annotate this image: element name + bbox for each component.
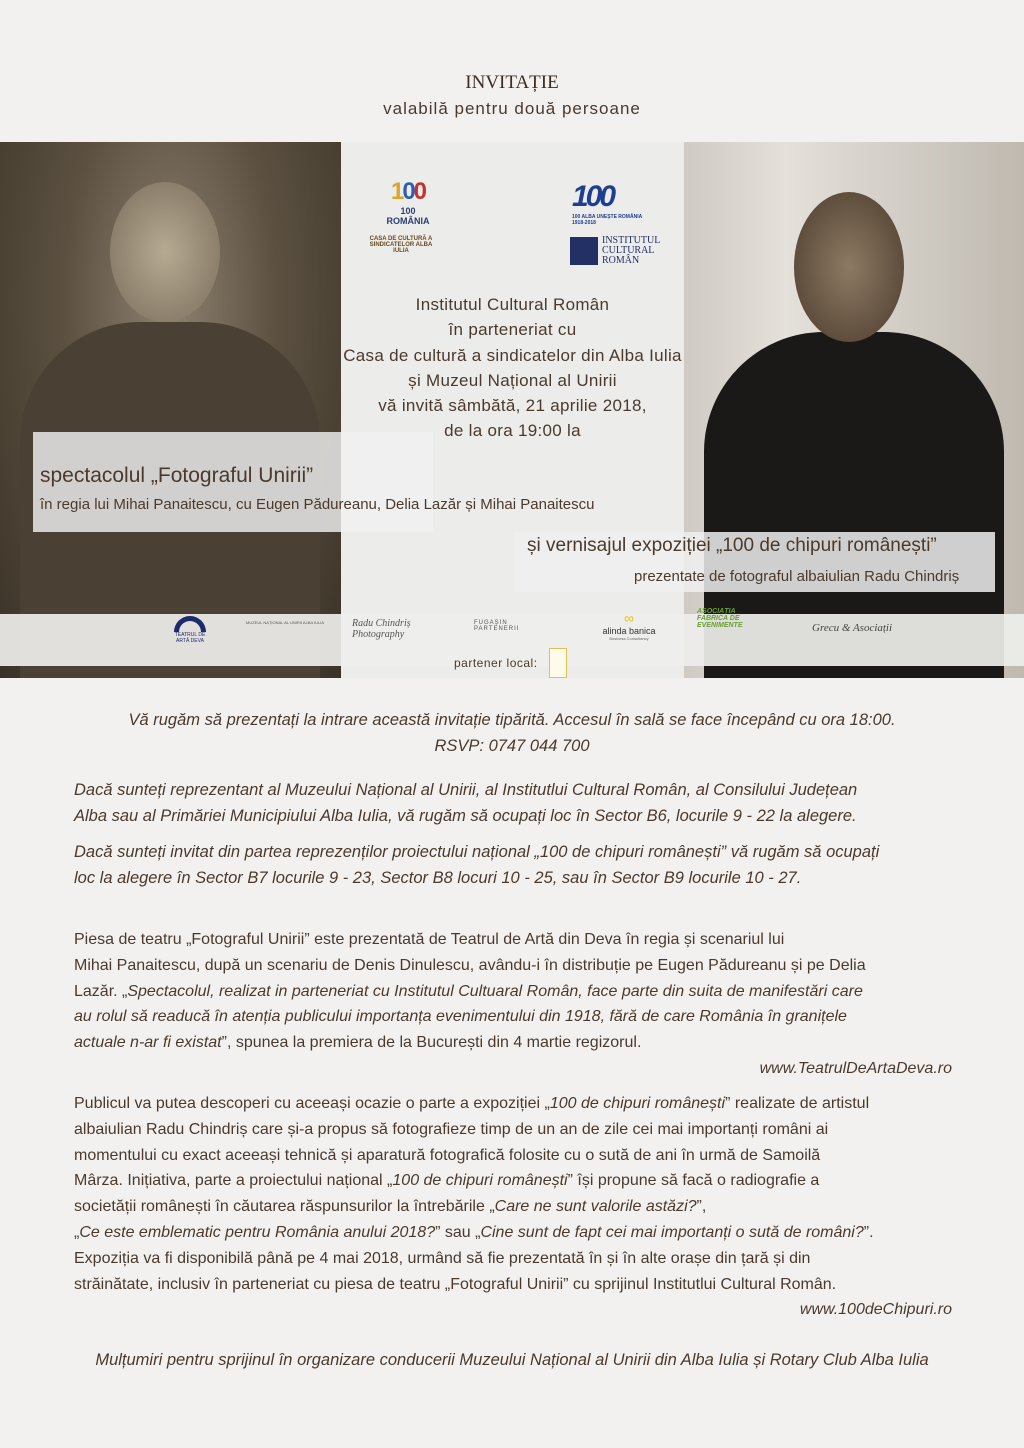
exhibition-title: și vernisajul expoziției „100 de chipuri românești” (527, 535, 937, 556)
show-title: spectacolul „Fotograful Unirii” (40, 464, 314, 487)
logo-teatrul-deva: TEATRUL DE ARTĂ DEVA (172, 616, 208, 644)
logo-radu-chindris: Radu Chindriș Photography (352, 618, 411, 640)
thanks-note: Mulțumiri pentru sprijinul în organizare conducerii Muzeului Național al Unirii din Alba Iulia și Rotary Club Alba Iulia (95, 1351, 929, 1369)
logo-grecu-asociatii: Grecu & Asociații (812, 622, 893, 634)
text-line: Institutul Cultural Român (415, 295, 610, 314)
text-line: în parteneriat cu (448, 320, 577, 340)
icr-cross-icon (570, 237, 598, 265)
text-line: de la ora 19:00 la (444, 421, 581, 441)
text-line: și Muzeul Național al Unirii (408, 370, 617, 390)
logo-muzeul-unirii: MUZEUL NAȚIONAL AL UNIRII ALBA IULIA (246, 620, 325, 625)
invitation-subtitle: valabilă pentru două persoane (383, 99, 641, 118)
show-credits: în regia lui Mihai Panaitescu, cu Eugen Pădureanu, Delia Lazăr și Mihai Panaitescu (40, 496, 595, 513)
seating-info-1: Dacă sunteți reprezentant al Muzeului Național al Unirii, al Institutlui Cultural Român, al Consilului Județean Alba sau al Primăriei Municipiului Alba Iulia, vă rugăm să ocupați loc în Sector B6, locurile 9 - 22 la alegere. (74, 781, 858, 825)
notice: Vă rugăm să prezentați la intrare această invitație tipărită. Accesul în sală se face începând cu ora 18:00. RSVP: 0747 044 700 (128, 711, 896, 755)
portrait-photo-modern (684, 142, 1024, 678)
text-line: Casa de cultură a sindicatelor din Alba Iulia (343, 345, 682, 365)
local-partner-label: partener local: (454, 656, 538, 670)
logo-100-alba: 100 100 ALBA UNEȘTE ROMÂNIA 1918-2018 (572, 180, 643, 226)
logo-icr: INSTITUTUL CULTURAL ROMÂN (570, 236, 660, 266)
local-partner-crest (549, 648, 567, 678)
logo-fugasin: FUGAȘIN PARTENERII (474, 620, 520, 632)
logo-casa-de-cultura: CASA DE CULTURĂ A SINDICATELOR ALBA IULIA (369, 236, 433, 254)
invitation-title: INVITAȚIE (465, 72, 559, 93)
logo-100-romania: 100 100 ROMÂNIA (386, 178, 430, 226)
portrait-photo-historic (0, 142, 341, 678)
paragraph-play: Piesa de teatru „Fotograful Unirii” este prezentată de Teatrul de Artă din Deva în regia și scenariul lui Mihai Panaitescu, după un scenariu de Denis Dinulescu, avându-i în distribuție pe Eugen Pădureanu și pe Delia Lazăr. „Spectacolul, realizat in parteneriat cu Institutul Cultuaral Român, face parte din suita de manifestări care au rolul să readucă în atenția publicului importanța evenimentului din 1918, fără de care România în granițele actuale n-ar fi existat”, spunea la premiera de la București din 4 martie regizorul. www.TeatrulDeArtaDeva.ro (74, 927, 954, 1082)
exhibition-subtitle: prezentate de fotograful albaiulian Radu Chindriș (634, 568, 960, 585)
link-teatrul-deva[interactable]: www.TeatrulDeArtaDeva.ro (759, 1059, 952, 1077)
seating-info-2: Dacă sunteți invitat din partea reprezenților proiectului național „100 de chipuri românești” vă rugăm să ocupați loc la alegere în Sector B7 locurile 9 - 23, Sector B8 locuri 10 - 25, sau în Sector B9 locurile 10 - 27. (74, 843, 880, 887)
invitation-text (341, 292, 684, 444)
logo-alinda-banica: ∞ alinda banica Business Consultancy (602, 610, 656, 641)
logo-fabrica-de-evenimente: ASOCIAȚIA FABRICA DE EVENIMENTE (697, 608, 743, 629)
link-100-de-chipuri[interactable]: www.100deChipuri.ro (799, 1301, 952, 1319)
event-banner (0, 142, 1024, 678)
text-line: vă invită sâmbătă, 21 aprilie 2018, (378, 396, 647, 416)
paragraph-exhibition: Publicul va putea descoperi cu aceeași ocazie o parte a expoziției „100 de chipuri românești” realizate de artistul albaiulian Radu Chindriș care și-a propus să fotografieze timp de un an de zile cei mai importanți români ai momentului cu exact aceeași tehnică și aparatură fotografică folosite cu o sută de ani în urmă de Samoilă Mârza. Inițiativa, parte a proiectului național „100 de chipuri românești” își propune să facă o radiografie a societății românești în căutarea răspunsurilor la întrebările „Care ne sunt valorile astăzi?”, „Ce este emblematic pentru România anului 2018?” sau „Cine sunt de fapt cei mai importanți o sută de români?”. Expoziția va fi disponibilă până pe 4 mai 2018, urmând să fie prezentată în și în alte orașe din țară și din străinătate, inclusiv în parteneriat cu piesa de teatru „Fotograful Unirii” cu sprijinul Institutlui Cultural Român. www.100deChipuri.ro (74, 1091, 954, 1323)
